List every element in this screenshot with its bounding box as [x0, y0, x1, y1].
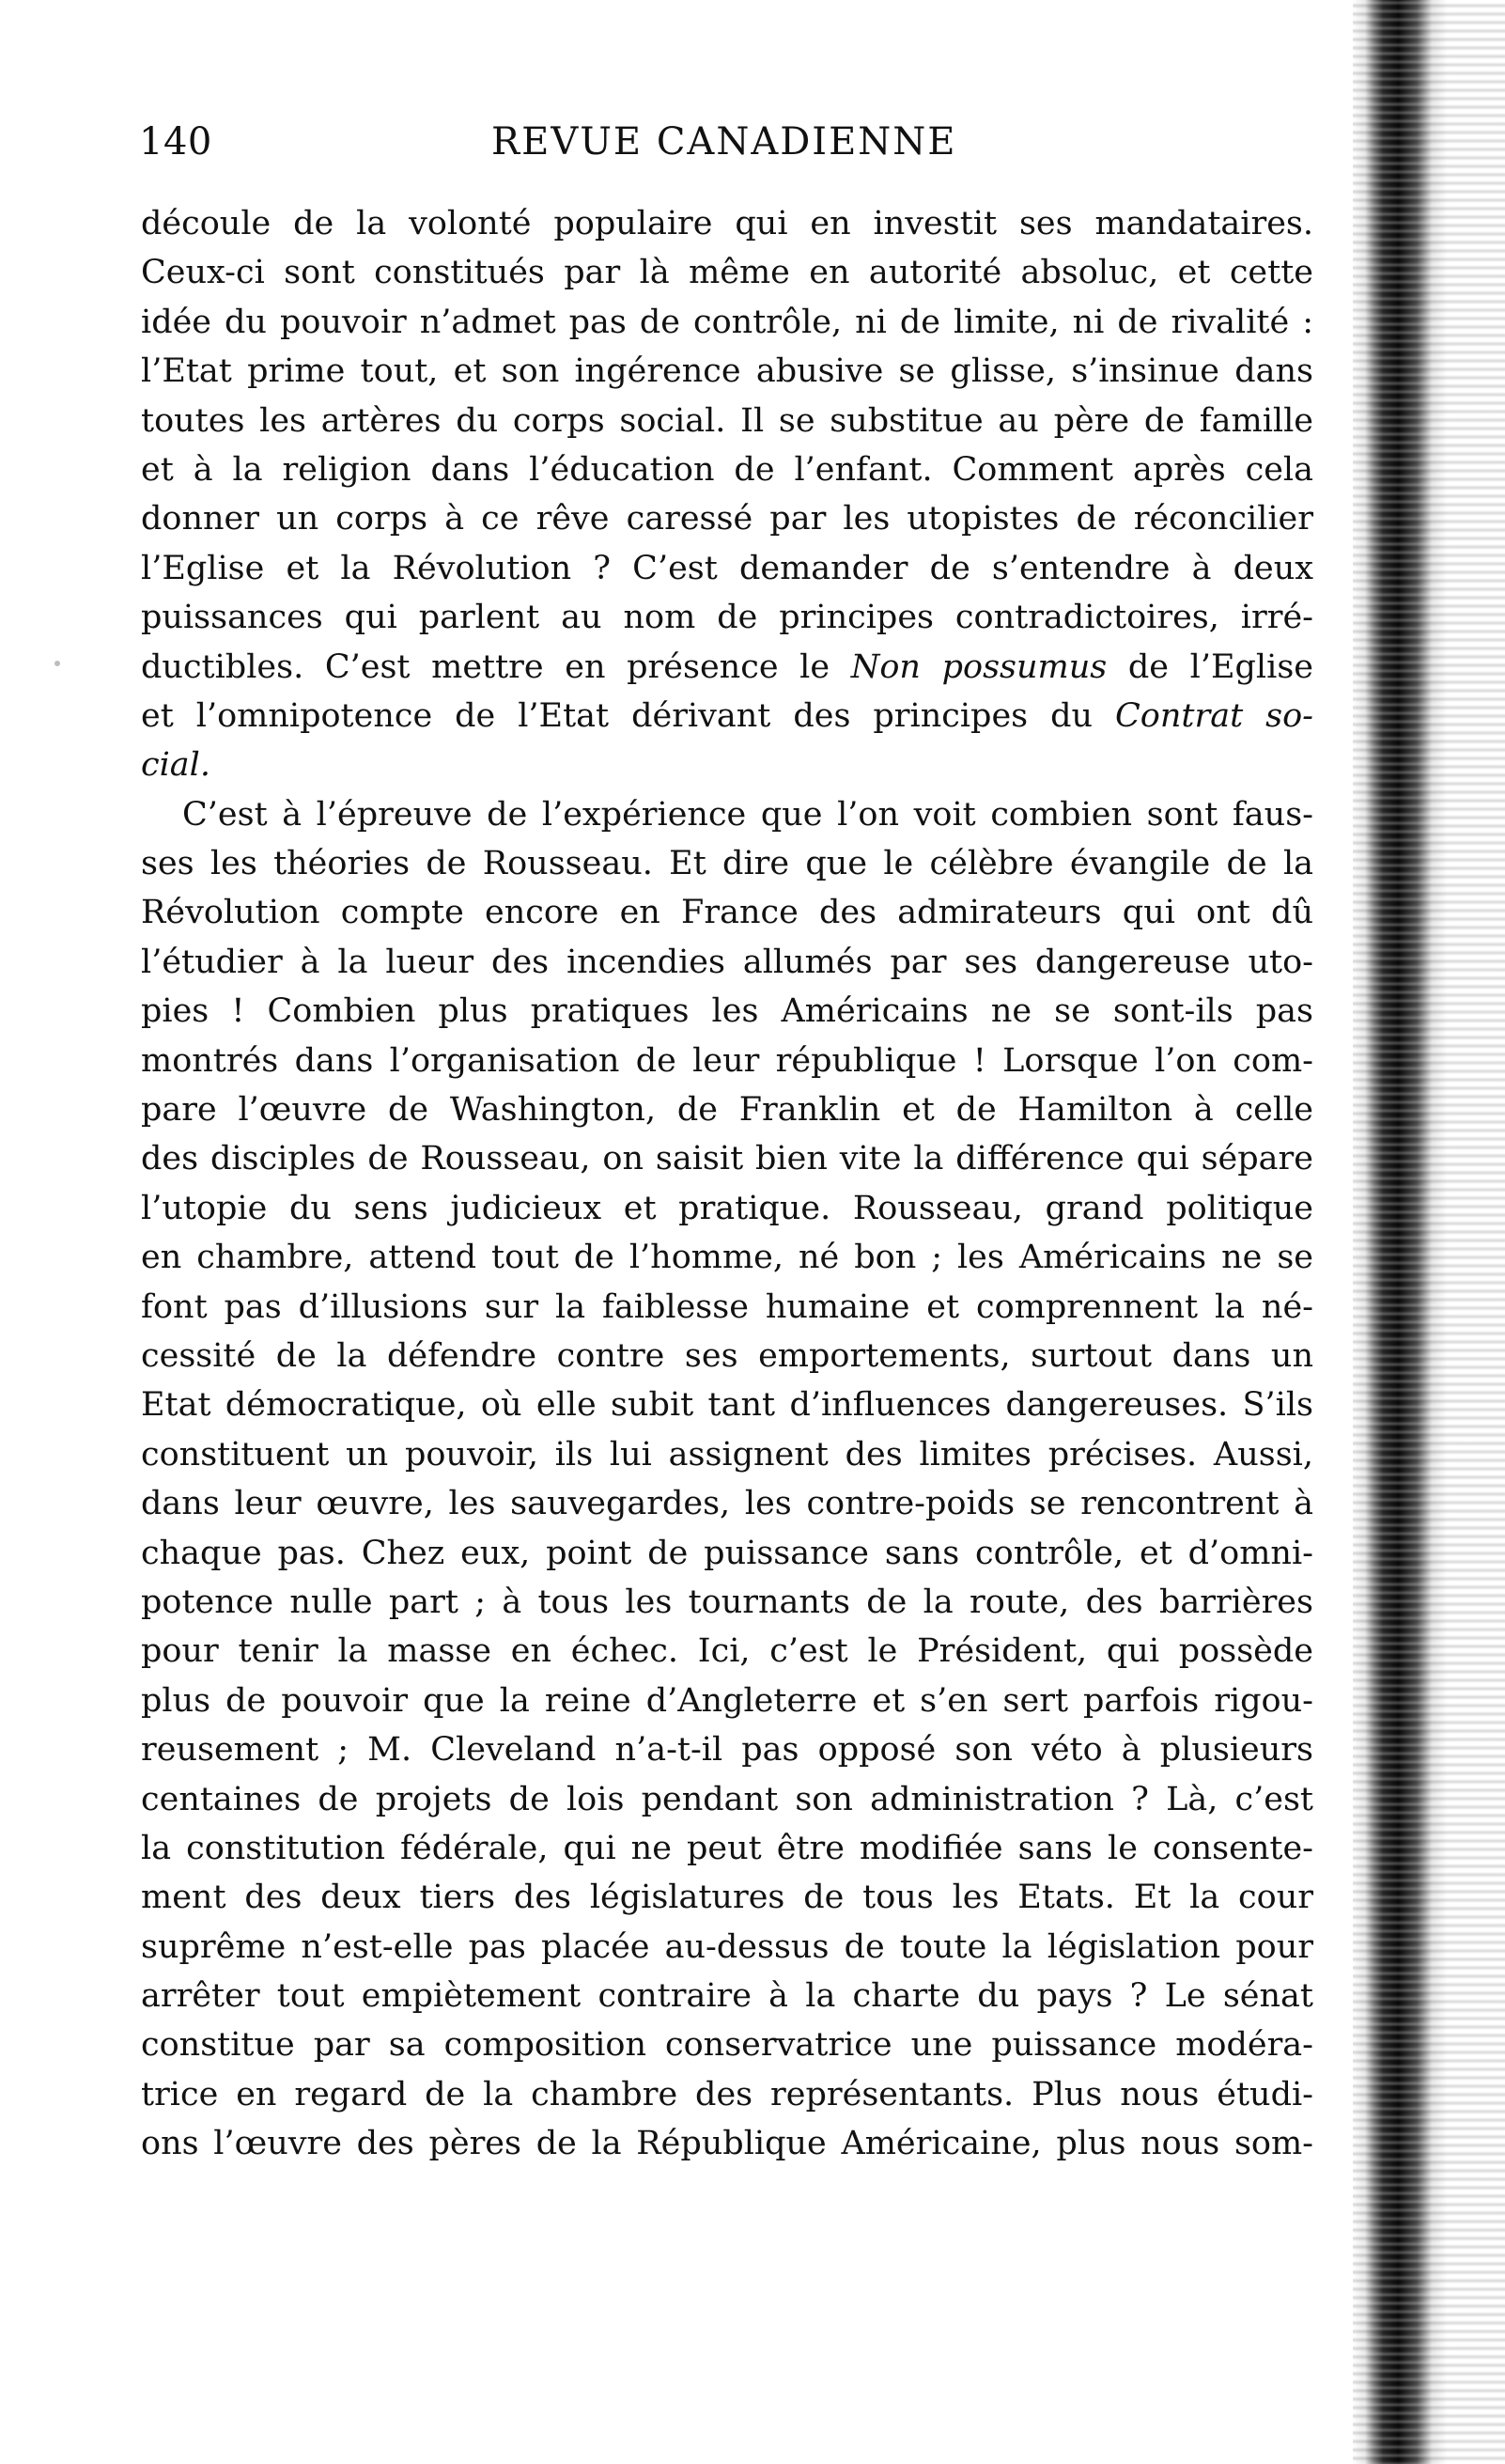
text-line: toutes les artères du corps social. Il se substitue au père de famille	[141, 401, 1313, 440]
text-line: pare l’œuvre de Washington, de Franklin et de Hamilton à celle	[141, 1091, 1313, 1130]
text-line: ment des deux tiers des législatures de tous les Etats. Et la cour	[141, 1879, 1313, 1917]
italic-phrase: Contrat so-	[1115, 696, 1313, 735]
text-line: idée du pouvoir n’admet pas de contrôle, ni de limite, ni de rivalité :	[141, 303, 1313, 341]
page-header	[139, 120, 1313, 177]
text-line: Ceux-ci sont constitués par là même en autorité absoluc, et cette	[141, 254, 1313, 292]
italic-phrase: Non possumus	[850, 647, 1108, 686]
text-line: trice en regard de la chambre des représentants. Plus nous étudi-	[141, 2075, 1313, 2113]
text-line: l’étudier à la lueur des incendies allumés par ses dangereuse uto-	[141, 943, 1313, 981]
text-segment: de l’Eglise	[1107, 647, 1313, 686]
text-line: reusement ; M. Cleveland n’a-t-il pas opposé son véto à plusieurs	[141, 1731, 1313, 1770]
text-line	[141, 741, 1313, 789]
text-line: ses les théories de Rousseau. Et dire que le célèbre évangile de la	[141, 845, 1313, 883]
book-binding-shadow	[1353, 0, 1505, 2464]
text-line: en chambre, attend tout de l’homme, né bon ; les Américains ne se	[141, 1239, 1313, 1277]
text-line: l’Etat prime tout, et son ingérence abusive se glisse, s’insinue dans	[141, 352, 1313, 391]
text-line: des disciples de Rousseau, on saisit bien vite la différence qui sépare	[141, 1140, 1313, 1178]
text-line: dans leur œuvre, les sauvegardes, les contre-poids se rencontrent à	[141, 1485, 1313, 1523]
text-line: puissances qui parlent au nom de principes contradictoires, irré-	[141, 599, 1313, 637]
text-line: cessité de la défendre contre ses emportements, surtout dans un	[141, 1336, 1313, 1375]
text-line: arrêter tout empiètement contraire à la charte du pays ? Le sénat	[141, 1977, 1313, 2016]
text-line: centaines de projets de lois pendant son administration ? Là, c’est	[141, 1780, 1313, 1818]
body-text	[141, 199, 1313, 2169]
text-line: plus de pouvoir que la reine d’Angleterre et s’en sert parfois rigou-	[141, 1681, 1313, 1720]
text-line: donner un corps à ce rêve caressé par les utopistes de réconcilier	[141, 500, 1313, 538]
text-line	[141, 643, 1313, 692]
text-line: l’Eglise et la Révolution ? C’est demander de s’entendre à deux	[141, 549, 1313, 587]
text-line: pour tenir la masse en échec. Ici, c’est le Président, qui possède	[141, 1632, 1313, 1671]
paragraph-first-line: C’est à l’épreuve de l’expérience que l’on voit combien sont faus-	[182, 795, 1313, 834]
text-line: Etat démocratique, où elle subit tant d’influences dangereuses. S’ils	[141, 1386, 1313, 1425]
text-line: ons l’œuvre des pères de la République Américaine, plus nous som-	[141, 2125, 1313, 2163]
text-line: suprême n’est-elle pas placée au-dessus de toute la législation pour	[141, 1927, 1313, 1966]
running-title: REVUE CANADIENNE	[491, 120, 957, 164]
margin-speck	[54, 661, 60, 666]
text-line: constitue par sa composition conservatrice une puissance modéra-	[141, 2026, 1313, 2065]
text-line: l’utopie du sens judicieux et pratique. Rousseau, grand politique	[141, 1189, 1313, 1227]
text-line: constituent un pouvoir, ils lui assignent des limites précises. Aussi,	[141, 1435, 1313, 1474]
text-segment: ductibles. C’est mettre en présence le	[141, 647, 851, 686]
text-line: et à la religion dans l’éducation de l’enfant. Comment après cela	[141, 450, 1313, 489]
text-line: découle de la volonté populaire qui en investit ses mandataires.	[141, 205, 1313, 242]
text-line: font pas d’illusions sur la faiblesse humaine et comprennent la né-	[141, 1287, 1313, 1326]
text-line: la constitution fédérale, qui ne peut être modifiée sans le consente-	[141, 1829, 1313, 1867]
text-line	[141, 692, 1313, 741]
italic-phrase: cial.	[141, 746, 210, 785]
text-line: chaque pas. Chez eux, point de puissance sans contrôle, et d’omni-	[141, 1534, 1313, 1572]
text-line: montrés dans l’organisation de leur république ! Lorsque l’on com-	[141, 1041, 1313, 1080]
text-line: pies ! Combien plus pratiques les Américains ne se sont-ils pas	[141, 992, 1313, 1031]
page-number: 140	[139, 120, 212, 164]
text-line: Révolution compte encore en France des admirateurs qui ont dû	[141, 894, 1313, 932]
text-line: potence nulle part ; à tous les tournants de la route, des barrières	[141, 1583, 1313, 1621]
text-segment: et l’omnipotence de l’Etat dérivant des principes du	[141, 696, 1116, 735]
